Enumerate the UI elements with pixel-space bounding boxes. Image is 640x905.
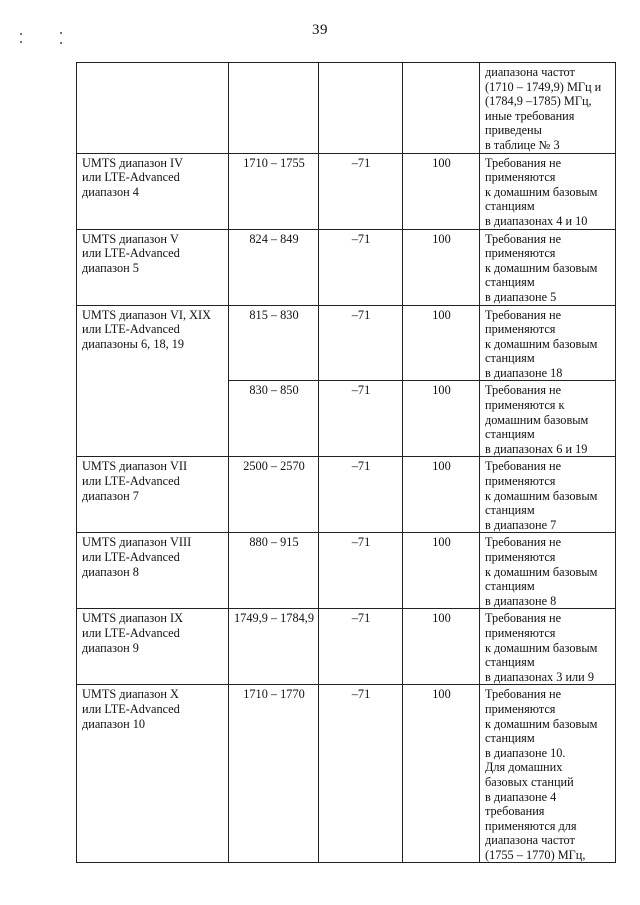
spec-table [76,62,616,863]
level-cell: –71 [319,609,403,685]
table-row [77,609,616,685]
level-cell: –71 [319,457,403,533]
band-cell: UMTS диапазон VI, XIX или LTE-Advanced диапазоны 6, 18, 19 [77,305,229,457]
band-cell: UMTS диапазон IV или LTE-Advanced диапазон 4 [77,153,229,229]
level-cell: –71 [319,153,403,229]
requirements-cell: Требования не применяются к домашним базовым станциям в диапазонах 3 или 9 [480,609,616,685]
table-row [77,533,616,609]
frequency-cell: 1710 – 1755 [229,153,319,229]
frequency-cell: 880 – 915 [229,533,319,609]
table-row [77,153,616,229]
page-number: 39 [312,22,328,38]
bandwidth-cell: 100 [403,457,480,533]
band-cell: UMTS диапазон VII или LTE-Advanced диапазон 7 [77,457,229,533]
frequency-cell [229,63,319,154]
requirements-cell: Требования не применяются к домашним базовым станциям в диапазоне 8 [480,533,616,609]
band-cell: UMTS диапазон IX или LTE-Advanced диапазон 9 [77,609,229,685]
table-row [77,305,616,381]
requirements-cell: диапазона частот (1710 – 1749,9) МГц и (1784,9 –1785) МГц, иные требования приведены в таблице № 3 [480,63,616,154]
bandwidth-cell: 100 [403,381,480,457]
scan-specks [18,30,78,50]
requirements-cell: Требования не применяются к домашним базовым станциям в диапазонах 4 и 10 [480,153,616,229]
bandwidth-cell: 100 [403,685,480,863]
band-cell: UMTS диапазон VIII или LTE-Advanced диапазон 8 [77,533,229,609]
requirements-cell: Требования не применяются к домашним базовым станциям в диапазоне 18 [480,305,616,381]
frequency-cell: 830 – 850 [229,381,319,457]
band-cell: UMTS диапазон V или LTE-Advanced диапазон 5 [77,229,229,305]
level-cell: –71 [319,685,403,863]
band-cell [77,63,229,154]
bandwidth-cell: 100 [403,533,480,609]
frequency-cell: 815 – 830 [229,305,319,381]
requirements-cell: Требования не применяются к домашним базовым станциям в диапазоне 5 [480,229,616,305]
bandwidth-cell: 100 [403,153,480,229]
level-cell: –71 [319,533,403,609]
frequency-cell: 1710 – 1770 [229,685,319,863]
frequency-cell: 1749,9 – 1784,9 [229,609,319,685]
table-row [77,685,616,863]
table-row [77,457,616,533]
requirements-cell: Требования не применяются к домашним базовым станциям в диапазоне 10. Для домашних базовых станций в диапазоне 4 требования применяются для диапазона частот (1755 – 1770) МГц, [480,685,616,863]
bandwidth-cell: 100 [403,609,480,685]
requirements-cell: Требования не применяются к домашним базовым станциям в диапазонах 6 и 19 [480,381,616,457]
level-cell [319,63,403,154]
requirements-cell: Требования не применяются к домашним базовым станциям в диапазоне 7 [480,457,616,533]
table-row [77,63,616,154]
frequency-cell: 2500 – 2570 [229,457,319,533]
frequency-cell: 824 – 849 [229,229,319,305]
level-cell: –71 [319,305,403,381]
bandwidth-cell [403,63,480,154]
bandwidth-cell: 100 [403,229,480,305]
band-cell: UMTS диапазон X или LTE-Advanced диапазон 10 [77,685,229,863]
table-row [77,229,616,305]
level-cell: –71 [319,381,403,457]
level-cell: –71 [319,229,403,305]
bandwidth-cell: 100 [403,305,480,381]
